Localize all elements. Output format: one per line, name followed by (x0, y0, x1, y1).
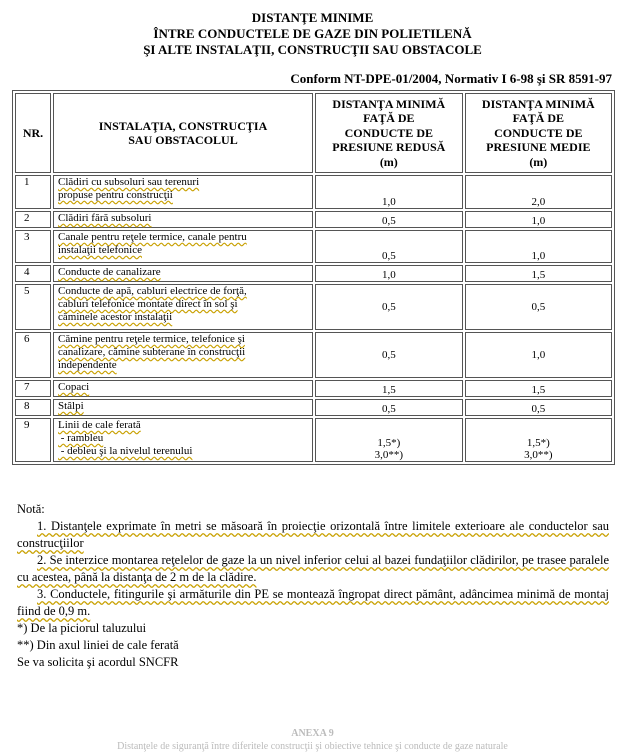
row-nr: 5 (15, 284, 51, 330)
row-description-line: Conducte de canalizare (58, 266, 161, 278)
table-header-row (15, 93, 612, 173)
title-line-3: ŞI ALTE INSTALAŢII, CONSTRUCŢII SAU OBSTACOLE (143, 42, 482, 57)
row-nr: 6 (15, 332, 51, 378)
table-row (15, 284, 612, 330)
header-installation-line: SAU OBSTACOLUL (128, 133, 238, 147)
row-description (53, 284, 313, 330)
row-description-line: instalaţii telefonice (58, 244, 142, 256)
row-medium-value: 0,5 (465, 284, 612, 330)
row-medium-value: 0,5 (465, 399, 612, 416)
title-line-2: ÎNTRE CONDUCTELE DE GAZE DIN POLIETILENĂ (153, 26, 472, 41)
header-line: (m) (379, 154, 398, 169)
row-description-line: Cămine pentru reţele termice, telefonice şi (58, 333, 245, 345)
note-item: 3. Conductele, fitingurile şi armăturile din PE se montează îngropat direct pământ, adâncimea minimă de montaj fiind de 0,9 m. (17, 587, 609, 618)
row-reduced-value: 1,5 (315, 380, 463, 397)
row-reduced-value (315, 418, 463, 462)
row-value-line: 1,5*) (526, 437, 550, 449)
row-value-line: 3,0**) (374, 449, 404, 461)
row-reduced-value: 0,5 (315, 332, 463, 378)
footnote-1: *) De la piciorul taluzului (17, 621, 147, 635)
row-description-line: Canale pentru reţele termice, canale pentru (58, 231, 247, 243)
row-description (53, 399, 313, 416)
row-nr: 8 (15, 399, 51, 416)
row-description (53, 380, 313, 397)
header-line: FAŢĂ DE (363, 111, 415, 126)
header-line: PRESIUNE MEDIE (486, 140, 591, 155)
row-nr: 3 (15, 230, 51, 263)
row-description-line: - debleu şi la nivelul terenului (58, 445, 193, 457)
table-row (15, 332, 612, 378)
row-description (53, 332, 313, 378)
annex-caption: Distanţele de siguranţă între diferitele construcţii şi obiective tehnice şi conducte de gaze naturale (117, 741, 508, 752)
header-installation (53, 93, 313, 173)
row-description-line: independente (58, 359, 117, 371)
annex-label: ANEXA 9 (291, 728, 334, 739)
row-value-line: 3,0**) (524, 449, 553, 461)
note-item: 2. Se interzice montarea reţelelor de gaze la un nivel inferior celui al bazei fundaţiilor clădirilor, pe trasee paralele cu acestea, până la distanţa de 2 m de la clădire. (17, 553, 609, 584)
row-reduced-value: 0,5 (315, 230, 463, 263)
table-row (15, 399, 612, 416)
header-line: CONDUCTE DE (344, 125, 433, 140)
row-medium-value: 1,0 (465, 211, 612, 228)
row-reduced-value: 1,0 (315, 265, 463, 282)
row-description-line: Conducte de apă, cabluri electrice de forţă, (58, 285, 247, 297)
conform-reference: Conform NT-DPE-01/2004, Normativ I 6-98 şi SR 8591-97 (290, 71, 612, 86)
notes-heading: Notă: (17, 502, 45, 516)
row-description (53, 230, 313, 263)
table-row (15, 211, 612, 228)
extra-note: Se va solicita şi acordul SNCFR (17, 655, 179, 669)
row-description-line: Clădiri fără subsoluri (58, 212, 152, 224)
row-description-line: Linii de cale ferată (58, 419, 141, 431)
row-description-line: cabluri telefonice montate direct în sol şi (58, 298, 238, 310)
row-nr: 9 (15, 418, 51, 462)
header-line: DISTANŢA MINIMĂ (332, 96, 446, 111)
header-line: DISTANŢA MINIMĂ (481, 96, 595, 111)
row-nr: 4 (15, 265, 51, 282)
row-medium-value: 1,0 (465, 332, 612, 378)
note-item: 1. Distanţele exprimate în metri se măsoară în proiecţie orizontală între limitele exterioare ale conductelor sau construcţiilor (17, 519, 609, 550)
table-row (15, 265, 612, 282)
row-description-line: propuse pentru construcţii (58, 189, 173, 201)
header-line: (m) (529, 154, 548, 169)
row-description-line: Copaci (58, 381, 90, 393)
row-description (53, 265, 313, 282)
row-description-line: căminele acestor instalaţii (58, 311, 173, 323)
row-nr: 1 (15, 175, 51, 209)
table-row (15, 418, 612, 462)
row-description-line: Clădiri cu subsoluri sau terenuri (58, 176, 200, 188)
header-reduced-pressure (315, 93, 463, 173)
title-line-1: DISTANŢE MINIME (251, 10, 374, 25)
row-medium-value (465, 418, 612, 462)
row-medium-value: 1,5 (465, 380, 612, 397)
row-description (53, 211, 313, 228)
row-reduced-value: 0,5 (315, 211, 463, 228)
header-medium-pressure (465, 93, 612, 173)
row-nr: 2 (15, 211, 51, 228)
row-reduced-value: 1,0 (315, 175, 463, 209)
row-description-line: - rambleu (58, 432, 104, 444)
footnote-2: **) Din axul liniei de cale ferată (17, 638, 179, 652)
row-value-line: 1,5*) (377, 437, 401, 449)
row-description-line: Stâlpi (58, 400, 84, 412)
table-row (15, 230, 612, 263)
header-line: PRESIUNE REDUSĂ (332, 140, 446, 155)
row-description (53, 175, 313, 209)
row-nr: 7 (15, 380, 51, 397)
table-row (15, 380, 612, 397)
header-line: FAŢĂ DE (512, 111, 565, 126)
row-description-line: canalizare, cămine subterane în construcţii (58, 346, 246, 358)
row-medium-value: 1,0 (465, 230, 612, 263)
distances-table (12, 90, 615, 465)
row-reduced-value: 0,5 (315, 399, 463, 416)
header-line: CONDUCTE DE (494, 125, 583, 140)
row-medium-value: 2,0 (465, 175, 612, 209)
header-nr: NR. (15, 93, 51, 173)
row-medium-value: 1,5 (465, 265, 612, 282)
row-reduced-value: 0,5 (315, 284, 463, 330)
header-installation-line: INSTALAŢIA, CONSTRUCŢIA (98, 118, 268, 133)
notes-section (17, 501, 609, 671)
table-row (15, 175, 612, 209)
row-description (53, 418, 313, 462)
